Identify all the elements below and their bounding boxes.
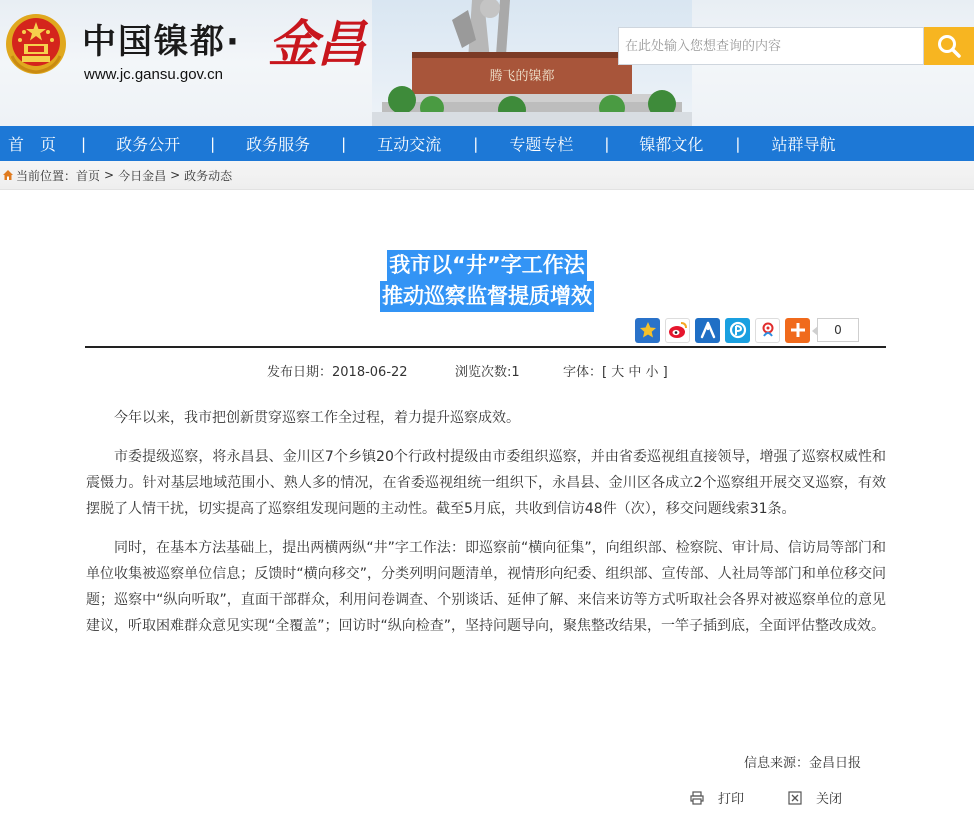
main-nav	[0, 126, 974, 161]
site-name-dot: ·	[226, 22, 241, 62]
breadcrumb	[0, 161, 974, 190]
more-share-plus-icon[interactable]	[785, 318, 810, 343]
favorite-star-icon[interactable]	[635, 318, 660, 343]
breadcrumb-today-jinchang[interactable]: 今日金昌	[118, 168, 167, 183]
share-bar	[635, 317, 859, 343]
home-icon	[2, 169, 14, 181]
view-count: 浏览次数:1	[455, 365, 520, 380]
landmark-sign-text: 腾飞的镍都	[489, 69, 555, 84]
publish-date: 发布日期：2018-06-22	[267, 365, 408, 380]
nav-item-government-services[interactable]: 政务服务	[246, 135, 311, 154]
printer-icon	[690, 791, 704, 805]
nav-item-interaction[interactable]: 互动交流	[377, 135, 442, 154]
close-label: 关闭	[816, 792, 843, 807]
share-count: 0	[817, 318, 859, 342]
breadcrumb-government-news[interactable]: 政务动态	[184, 168, 233, 183]
nav-item-home[interactable]: 首 页	[8, 135, 57, 154]
site-header	[0, 0, 974, 126]
article-title-line-1: 我市以“井”字工作法	[387, 250, 587, 281]
article-paragraph: 市委提级巡察，将永昌县、金川区7个乡镇20个行政村提级由市委组织巡察，并由省委巡视组直接领导，增强了巡察权威性和震慑力。针对基层地域范围小、熟人多的情况，在省委巡视组统一组织下，永昌县、金川区各成立2个巡察组开展交叉巡察，有效摆脱了人情干扰，切实提高了巡察组发现问题的主动性。截至5月底，共收到信访48件（次），移交问题线索31条。	[86, 449, 886, 517]
breadcrumb-prefix: 当前位置：	[16, 168, 77, 183]
nav-separator: |	[341, 134, 347, 153]
article-paragraph: 今年以来，我市把创新贯穿巡察工作全过程，着力提升巡察成效。	[114, 410, 520, 426]
search-icon	[936, 33, 962, 59]
nav-item-government-affairs[interactable]: 政务公开	[116, 135, 181, 154]
close-icon	[788, 791, 802, 805]
title-divider	[85, 346, 886, 348]
national-emblem-icon	[4, 12, 68, 76]
font-size-selector[interactable]: 字体：[ 大 中 小 ]	[563, 365, 668, 380]
site-brush-logo: 金昌	[268, 14, 364, 73]
close-button[interactable]	[788, 788, 842, 807]
renren-icon[interactable]	[695, 318, 720, 343]
breadcrumb-separator: >	[170, 168, 181, 182]
breadcrumb-home[interactable]: 首页	[76, 168, 101, 183]
article-title	[0, 250, 974, 312]
breadcrumb-separator: >	[104, 168, 115, 182]
nav-item-special-topics[interactable]: 专题专栏	[509, 135, 574, 154]
nav-separator: |	[473, 134, 479, 153]
qzone-icon[interactable]	[725, 318, 750, 343]
article-paragraph: 同时，在基本方法基础上，提出两横两纵“井”字工作法：即巡察前“横向征集”，向组织部、检察院、审计局、信访局等部门和单位收集被巡察单位信息；反馈时“横向移交”，分类列明问题清单，视情形向纪委、组织部、宣传部、人社局等部门和单位移交问题；巡察中“纵向听取”，直面干部群众，利用问卷调查、个别谈话、延伸了解、来信来访等方式听取社会各界对被巡察单位的意见建议，听取困难群众意见实现“全覆盖”；回访时“纵向检查”，坚持问题导向，聚焦整改结果，一竿子插到底，全面评估整改成效。	[86, 540, 886, 634]
site-name: 中国镍都·	[82, 22, 241, 62]
print-button[interactable]	[690, 788, 744, 807]
site-url: www.jc.gansu.gov.cn	[84, 66, 223, 83]
nav-item-nickel-culture[interactable]: 镍都文化	[639, 135, 704, 154]
nav-separator: |	[81, 134, 87, 153]
article-source: 信息来源：金昌日报	[744, 756, 862, 771]
search-button[interactable]	[924, 27, 974, 65]
nav-separator: |	[735, 134, 741, 153]
nav-separator: |	[210, 134, 216, 153]
tencent-weibo-icon[interactable]	[755, 318, 780, 343]
article-title-line-2: 推动巡察监督提质增效	[380, 281, 594, 312]
nav-separator: |	[604, 134, 610, 153]
nav-item-site-navigation[interactable]: 站群导航	[771, 135, 836, 154]
weibo-icon[interactable]	[665, 318, 690, 343]
article-body	[86, 405, 886, 652]
print-label: 打印	[718, 792, 745, 807]
search-input[interactable]	[618, 27, 924, 65]
